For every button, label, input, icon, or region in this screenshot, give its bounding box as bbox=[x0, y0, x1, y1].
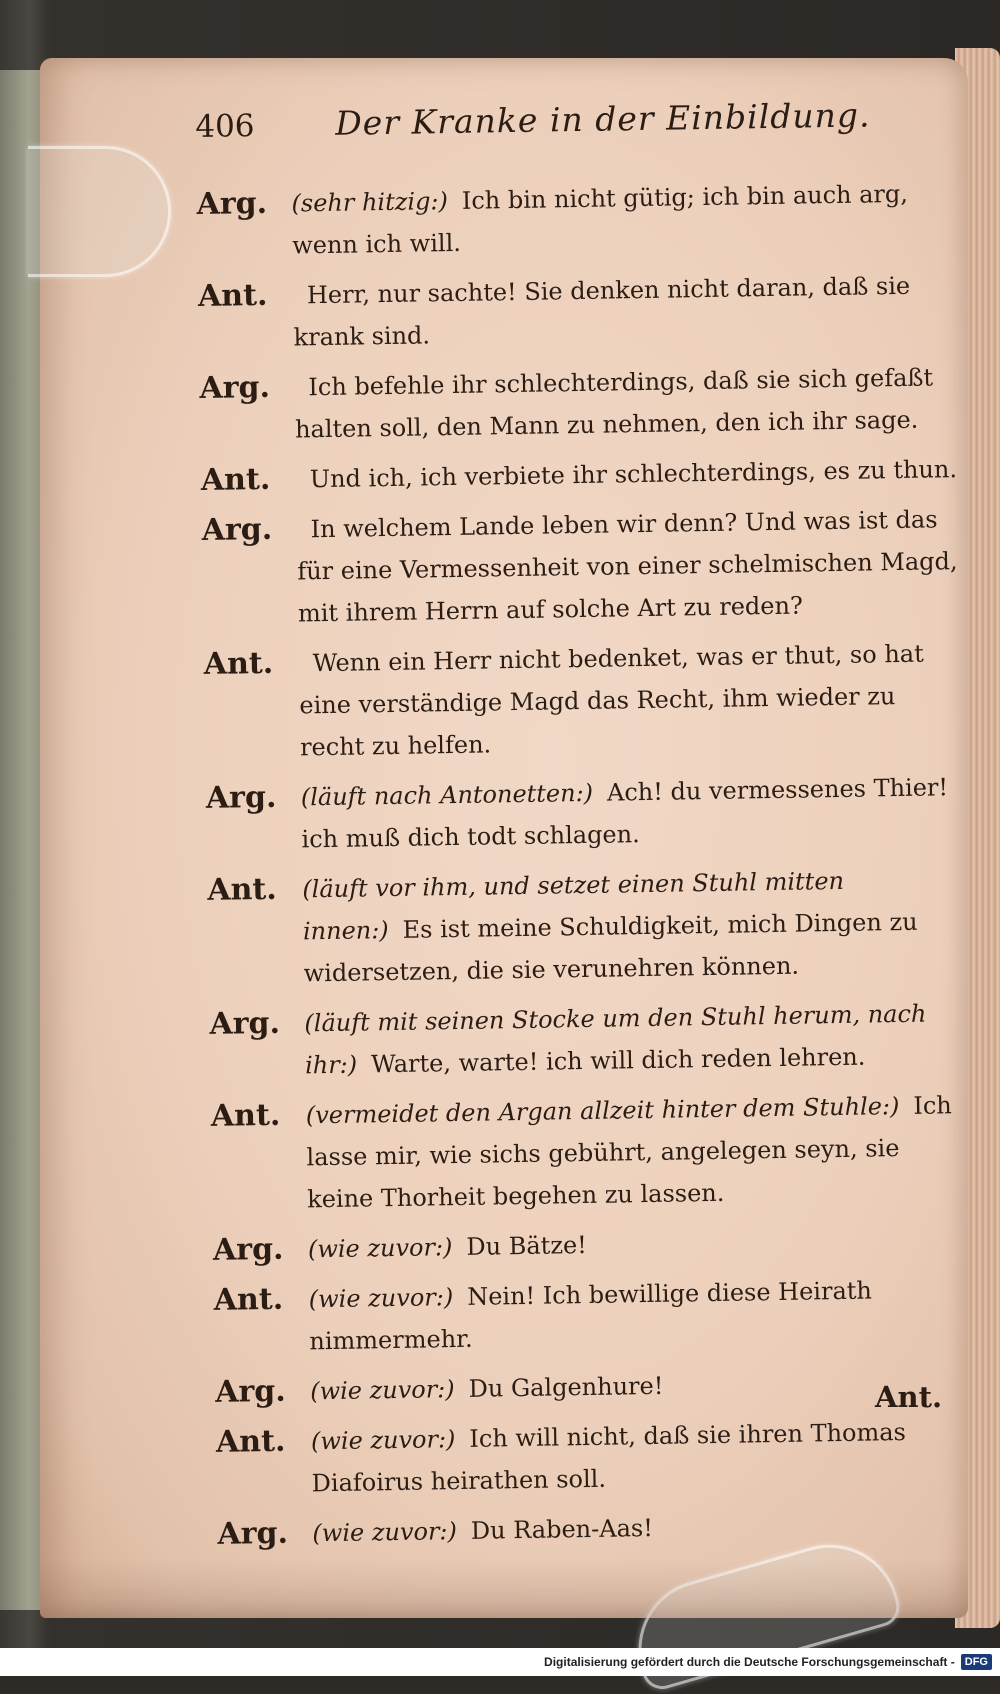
speech-text: Ich befehle ihr schlechterdings, daß sie sich gefaßt halten soll, den Mann zu nehmen, den ich ihr sage. bbox=[295, 363, 933, 443]
speech-text: Wenn ein Herr nicht bedenket, was er thut, so hat eine verständige Magd das Recht, ihm wieder zu recht zu helfen. bbox=[299, 640, 924, 762]
speaker-label: Ant. bbox=[216, 1420, 312, 1505]
dialogue-entry bbox=[213, 1268, 974, 1364]
speaker-label: Ant. bbox=[198, 274, 294, 359]
dialogue-entry bbox=[213, 1218, 974, 1272]
speech-text: Herr, nur sachte! Sie denken nicht daran, daß sie krank sind. bbox=[293, 272, 910, 352]
footer-credit-text: Digitalisierung gefördert durch die Deutsche Forschungsgemeinschaft - bbox=[544, 1655, 955, 1669]
speaker-label: Ant. bbox=[213, 1278, 309, 1363]
speaker-label: Arg. bbox=[209, 1002, 305, 1087]
catchword: Ant. bbox=[875, 1380, 942, 1414]
stage-direction: (wie zuvor:) bbox=[308, 1233, 453, 1263]
stage-direction: (läuft vor ihm, und setzet einen Stuhl mitten innen:) bbox=[302, 867, 844, 946]
dialogue-entry bbox=[201, 498, 963, 636]
page-content bbox=[195, 94, 978, 1564]
speech-text: Ich bin nicht gütig; ich bin auch arg, wenn ich will. bbox=[292, 180, 908, 260]
dialogue-entry bbox=[206, 766, 967, 862]
speech-text: Warte, warte! ich will dich reden lehren. bbox=[371, 1043, 866, 1079]
page-header bbox=[195, 94, 956, 166]
speech-text: In welchem Lande leben wir denn? Und was ist das für eine Vermessenheit von einer schelmischen Magd, mit ihrem Herrn auf solche Art zu reden? bbox=[297, 505, 958, 627]
stage-direction: (sehr hitzig:) bbox=[291, 187, 448, 217]
speech-text: Du Bätze! bbox=[466, 1231, 587, 1261]
speaker-label: Arg. bbox=[201, 508, 298, 635]
stage-direction: (wie zuvor:) bbox=[310, 1375, 455, 1405]
speaker-label: Ant. bbox=[201, 458, 297, 501]
speaker-label: Ant. bbox=[207, 868, 304, 995]
stage-direction: (läuft mit seinen Stocke um den Stuhl herum, nach ihr:) bbox=[304, 1000, 926, 1080]
speech-text: Ach! du vermessenes Thier! ich muß dich todt schlagen. bbox=[301, 773, 948, 853]
speech-text: Ich will nicht, daß sie ihren Thomas Diafoirus heirathen soll. bbox=[311, 1418, 906, 1497]
speech-text: Es ist meine Schuldigkeit, mich Dingen zu widersetzen, die sie verunehren können. bbox=[303, 908, 917, 988]
dialogue-entry bbox=[215, 1360, 976, 1414]
dialogue-entry bbox=[216, 1410, 977, 1506]
speaker-label: Arg. bbox=[213, 1228, 309, 1271]
speaker-label: Ant. bbox=[211, 1094, 308, 1221]
dialogue-entry bbox=[196, 172, 957, 268]
speech-text: Ich lasse mir, wie sichs gebührt, angelegen seyn, sie keine Thorheit begehen zu lassen. bbox=[306, 1091, 952, 1213]
stage-direction: (wie zuvor:) bbox=[311, 1425, 456, 1455]
speaker-label: Arg. bbox=[215, 1370, 311, 1413]
speech-text: Und ich, ich verbiete ihr schlechterdings, es zu thun. bbox=[310, 455, 958, 493]
speaker-label: Ant. bbox=[203, 642, 300, 769]
speaker-label: Arg. bbox=[217, 1512, 313, 1555]
dialogue-entry bbox=[209, 992, 970, 1088]
dialogue-entry bbox=[198, 264, 959, 360]
speech-text: Du Galgenhure! bbox=[468, 1372, 663, 1403]
speaker-label: Arg. bbox=[206, 776, 302, 861]
dialogue-entry bbox=[201, 448, 962, 502]
running-title: Der Kranke in der Einbildung. bbox=[335, 95, 871, 142]
page-weight-top bbox=[28, 146, 171, 277]
speech-text: Du Raben-Aas! bbox=[471, 1514, 653, 1545]
speaker-label: Arg. bbox=[199, 366, 295, 451]
dialogue bbox=[196, 172, 977, 1556]
dialogue-entry bbox=[211, 1084, 973, 1222]
speech-text: Nein! Ich bewillige diese Heirath nimmermehr. bbox=[309, 1277, 872, 1356]
stage-direction: (wie zuvor:) bbox=[312, 1517, 457, 1547]
dfg-logo: DFG bbox=[961, 1654, 992, 1670]
stage-direction: (läuft nach Antonetten:) bbox=[301, 779, 594, 812]
dialogue-entry bbox=[207, 858, 969, 996]
digitization-footer bbox=[0, 1648, 1000, 1676]
dialogue-entry bbox=[203, 632, 965, 770]
dialogue-entry bbox=[217, 1502, 978, 1556]
dialogue-entry bbox=[199, 356, 960, 452]
stage-direction: (vermeidet den Argan allzeit hinter dem Stuhle:) bbox=[306, 1092, 900, 1129]
page-number: 406 bbox=[195, 107, 336, 145]
stage-direction: (wie zuvor:) bbox=[309, 1283, 454, 1313]
speaker-label: Arg. bbox=[196, 182, 292, 267]
